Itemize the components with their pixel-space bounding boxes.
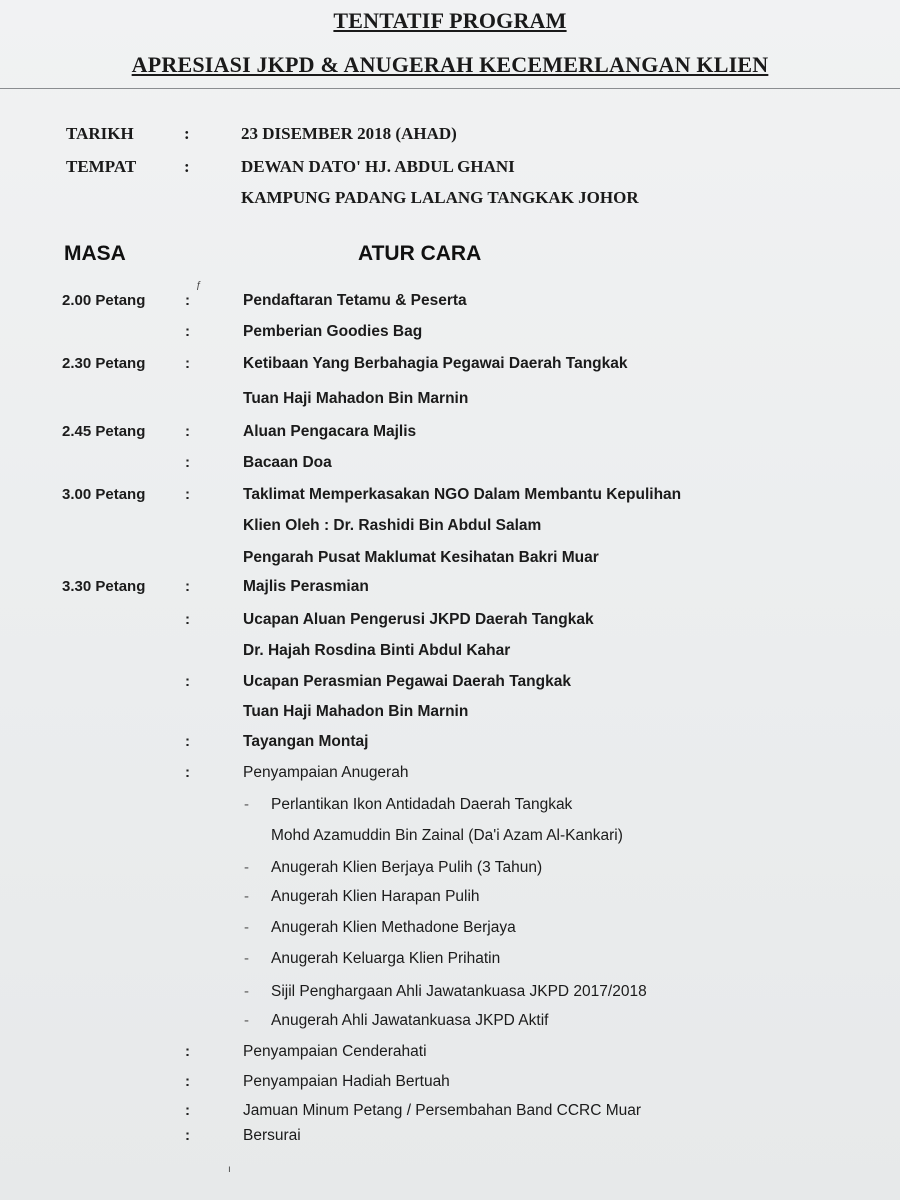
tarikh-value: 23 DISEMBER 2018 (AHAD)	[241, 124, 457, 143]
schedule-row	[0, 292, 900, 318]
schedule-time: 3.30 Petang	[62, 578, 146, 595]
schedule-item-text: Anugerah Ahli Jawatankuasa JKPD Aktif	[271, 1012, 549, 1029]
schedule-item-text: Klien Oleh : Dr. Rashidi Bin Abdul Salam	[243, 517, 542, 534]
schedule-item-text: Pemberian Goodies Bag	[243, 323, 423, 340]
schedule-row	[0, 983, 900, 1009]
schedule-bullet-dash: -	[244, 796, 249, 813]
schedule-colon: :	[185, 733, 190, 750]
schedule-row	[0, 764, 900, 790]
schedule-row	[0, 1043, 900, 1069]
schedule-item-text: Pengarah Pusat Maklumat Kesihatan Bakri Muar	[243, 549, 599, 566]
schedule-item-text: Taklimat Memperkasakan NGO Dalam Membantu Kepulihan	[243, 486, 682, 503]
masa-column-header: MASA	[64, 242, 126, 265]
schedule-row	[0, 950, 900, 976]
schedule-item-text: Majlis Perasmian	[243, 578, 369, 595]
schedule-item-text: Perlantikan Ikon Antidadah Daerah Tangkak	[271, 796, 573, 813]
schedule-row	[0, 355, 900, 381]
schedule-row	[0, 888, 900, 914]
schedule-item-text: Dr. Hajah Rosdina Binti Abdul Kahar	[243, 642, 511, 659]
schedule-bullet-dash: -	[244, 888, 249, 905]
tempat-label: TEMPAT	[66, 157, 137, 176]
schedule-bullet-dash: -	[244, 983, 249, 1000]
schedule-item-text: Ketibaan Yang Berbahagia Pegawai Daerah Tangkak	[243, 355, 628, 372]
schedule-row	[0, 423, 900, 449]
schedule-item-text: Ucapan Aluan Pengerusi JKPD Daerah Tangkak	[243, 611, 594, 628]
stray-pen-mark: ı	[228, 1164, 231, 1175]
schedule-colon: :	[185, 292, 190, 309]
schedule-row	[0, 703, 900, 729]
schedule-row	[0, 454, 900, 480]
schedule-row	[0, 323, 900, 349]
tarikh-label: TARIKH	[66, 124, 134, 143]
schedule-row	[0, 1073, 900, 1099]
schedule-row	[0, 390, 900, 416]
schedule-row	[0, 733, 900, 759]
schedule-row	[0, 549, 900, 575]
schedule-time: 2.45 Petang	[62, 423, 146, 440]
schedule-row	[0, 796, 900, 822]
schedule-colon: :	[185, 1127, 190, 1144]
schedule-row	[0, 642, 900, 668]
schedule-colon: :	[185, 1043, 190, 1060]
schedule-row	[0, 486, 900, 512]
schedule-colon: :	[185, 323, 190, 340]
schedule-item-text: Sijil Penghargaan Ahli Jawatankuasa JKPD 2017/2018	[271, 983, 647, 1000]
schedule-colon: :	[185, 578, 190, 595]
schedule-colon: :	[185, 486, 190, 503]
schedule-time: 2.00 Petang	[62, 292, 146, 309]
schedule-item-text: Pendaftaran Tetamu & Peserta	[243, 292, 467, 309]
schedule-item-text: Penyampaian Cenderahati	[243, 1043, 427, 1060]
tempat-colon: :	[184, 157, 190, 176]
schedule-row	[0, 1012, 900, 1038]
header-divider	[0, 88, 900, 89]
schedule-row	[0, 859, 900, 885]
schedule-item-text: Ucapan Perasmian Pegawai Daerah Tangkak	[243, 673, 571, 690]
schedule-item-text: Bacaan Doa	[243, 454, 332, 471]
atur-cara-column-header: ATUR CARA	[358, 242, 482, 265]
schedule-row	[0, 1102, 900, 1128]
schedule-colon: :	[185, 454, 190, 471]
schedule-bullet-dash: -	[244, 1012, 249, 1029]
schedule-item-text: Penyampaian Anugerah	[243, 764, 409, 781]
schedule-row	[0, 919, 900, 945]
tarikh-colon: :	[184, 124, 190, 143]
schedule-item-text: Bersurai	[243, 1127, 301, 1144]
schedule-row	[0, 517, 900, 543]
schedule-colon: :	[185, 1073, 190, 1090]
schedule-row	[0, 611, 900, 637]
schedule-colon: :	[185, 673, 190, 690]
schedule-item-text: Anugerah Keluarga Klien Prihatin	[271, 950, 501, 967]
schedule-colon: :	[185, 764, 190, 781]
schedule-item-text: Tuan Haji Mahadon Bin Marnin	[243, 390, 469, 407]
schedule-bullet-dash: -	[244, 950, 249, 967]
schedule-item-text: Jamuan Minum Petang / Persembahan Band CCRC Muar	[243, 1102, 642, 1119]
schedule-item-text: Tuan Haji Mahadon Bin Marnin	[243, 703, 469, 720]
schedule-colon: :	[185, 355, 190, 372]
tempat-value-line-2: KAMPUNG PADANG LALANG TANGKAK JOHOR	[241, 188, 639, 207]
schedule-item-text: Aluan Pengacara Majlis	[243, 423, 417, 440]
schedule-colon: :	[185, 611, 190, 628]
stray-pen-mark: ƒ	[196, 280, 202, 291]
schedule-item-text: Tayangan Montaj	[243, 733, 369, 750]
schedule-item-text: Anugerah Klien Berjaya Pulih (3 Tahun)	[271, 859, 543, 876]
schedule-time: 2.30 Petang	[62, 355, 146, 372]
program-subtitle: APRESIASI JKPD & ANUGERAH KECEMERLANGAN KLIEN	[131, 52, 769, 77]
schedule-colon: :	[185, 423, 190, 440]
schedule-time: 3.00 Petang	[62, 486, 146, 503]
schedule-row	[0, 578, 900, 604]
schedule-item-text: Anugerah Klien Harapan Pulih	[271, 888, 480, 905]
schedule-row	[0, 827, 900, 853]
program-title: TENTATIF PROGRAM	[333, 8, 567, 33]
schedule-bullet-dash: -	[244, 859, 249, 876]
schedule-row	[0, 1127, 900, 1153]
tempat-value-line-1: DEWAN DATO' HJ. ABDUL GHANI	[241, 157, 515, 176]
schedule-row	[0, 673, 900, 699]
schedule-item-text: Mohd Azamuddin Bin Zainal (Da'i Azam Al-Kankari)	[271, 827, 623, 844]
schedule-item-text: Penyampaian Hadiah Bertuah	[243, 1073, 450, 1090]
schedule-bullet-dash: -	[244, 919, 249, 936]
schedule-item-text: Anugerah Klien Methadone Berjaya	[271, 919, 516, 936]
schedule-colon: :	[185, 1102, 190, 1119]
